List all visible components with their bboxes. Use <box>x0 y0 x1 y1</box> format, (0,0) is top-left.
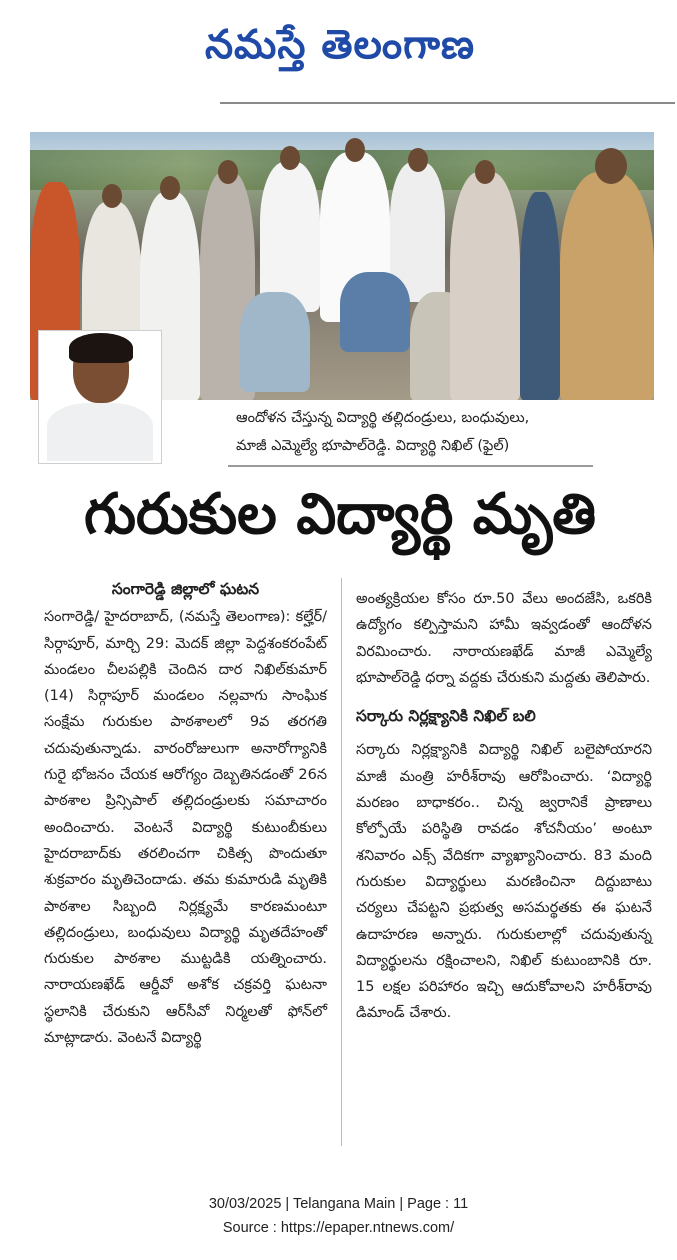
student-portrait <box>38 330 162 464</box>
article-headline: గురుకుల విద్యార్థి మృతి <box>83 482 597 547</box>
caption-line-1: ఆందోళన చేస్తున్న విద్యార్థి తల్లిదండ్రులు, బంధువులు, <box>236 410 530 426</box>
head <box>345 138 365 162</box>
caption-line-2: మాజీ ఎమ్మెల్యే భూపాల్‌రెడ్డి. విద్యార్థి నిఖిల్ (ఫైల్) <box>236 438 510 454</box>
head <box>595 148 627 184</box>
head <box>408 148 428 172</box>
head <box>102 184 122 208</box>
right-body-text-1: అంత్యక్రియల కోసం రూ.50 వేలు అందజేసి, ఒకరికి ఉద్యోగం కల్పిస్తామని హామీ ఇవ్వడంతో ఆందోళన విరమించారు. నారాయణఖేడ్ మాజీ ఎమ్మెల్యే భూపాల్‌రెడ్డి ధర్నా వద్దకు చేరుకుని మద్దతు తెలిపారు. <box>356 591 652 686</box>
column-divider <box>341 578 342 1146</box>
photo-caption <box>236 404 646 460</box>
article-right-column <box>356 586 652 1027</box>
police-officer-figure <box>560 172 654 400</box>
newspaper-masthead: నమస్తే తెలంగాణ <box>204 22 476 68</box>
crowd-figure <box>240 292 310 392</box>
right-body-text-2: సర్కారు నిర్లక్ష్యానికి విద్యార్థి నిఖిల్ బలైపోయారని మాజీ మంత్రి హరీశ్‌రావు ఆరోపించారు. ‘విద్యార్థి మరణం బాధాకరం.. చిన్న జ్వరానికే ప్రాణాలు కోల్పోయే పరిస్థితి రావడం శోచనీయం’ అంటూ శనివారం ఎక్స్ వేదికగా వ్యాఖ్యానించారు. 83 మంది గురుకుల విద్యార్థులు మరణించినా దిద్దుబాటు చర్యలు చేపట్టని ప్రభుత్వ అసమర్థతకు ఈ ఘటనే ఉదాహరణ అన్నారు. గురుకులాల్లో చదువుతున్న విద్యార్థులను రక్షించాలని, నిఖిల్ కుటుంబానికి రూ. 15 లక్షల పరిహారం ఇచ్చి ఆదుకోవాలని హరీశ్‌రావు డిమాండ్ చేశారు. <box>356 742 652 1022</box>
portrait-shirt <box>47 403 153 461</box>
footer-date-edition: 30/03/2025 | Telangana Main | Page : 11 <box>208 1196 469 1212</box>
head <box>280 146 300 170</box>
right-subhead: సర్కారు నిర్లక్ష్యానికి నిఖిల్ బలి <box>356 707 536 726</box>
footer-source[interactable]: Source : https://epaper.ntnews.com/ <box>222 1220 455 1236</box>
left-body-text: సంగారెడ్డి/ హైదరాబాద్, (నమస్తే తెలంగాణ): కల్హేర్/సిర్గాపూర్, మార్చి 29: మెదక్ జిల్లా పెద్దశంకరంపేట్ మండలం చీలపల్లికి చెందిన దార నిఖిల్‌కుమార్ (14) సిర్గాపూర్ మండలం నల్లవాగు సాంఘిక సంక్షేమ గురుకుల పాఠశాలలో 9వ తరగతి చదువుతున్నాడు. వారంరోజులుగా అనారోగ్యానికి గురై భోజనం చేయక ఆరోగ్యం దెబ్బతినడంతో 26న పాఠశాల ప్రిన్సిపాల్ తల్లిదండ్రులకు సమాచారం అందించారు. వెంటనే విద్యార్థి కుటుంబీకులు హైదరాబాద్‌కు తరలించగా చికిత్స పొందుతూ శుక్రవారం మృతిచెందాడు. తమ కుమారుడి మృతికి పాఠశాల సిబ్బంది నిర్లక్ష్యమే కారణమంటూ తల్లిదండ్రులు, బంధువులు విద్యార్థి మృతదేహంతో గురుకుల పాఠశాల ముట్టడికి యత్నించారు. నారాయణఖేడ్ ఆర్డీవో అశోక చక్రవర్తి ఘటనా స్థలానికి చేరుకుని ఆర్‌సీవో నిర్మలతో ఫోన్‌లో మాట్లాడారు. వెంటనే విద్యార్థి <box>44 609 327 1047</box>
article-left-column <box>44 576 327 1051</box>
masthead-rule <box>220 102 675 104</box>
head <box>160 176 180 200</box>
crowd-figure <box>450 172 520 400</box>
head <box>218 160 238 184</box>
left-subhead: సంగారెడ్డి జిల్లాలో ఘటన <box>111 580 260 598</box>
portrait-hair <box>69 333 133 363</box>
caption-rule <box>228 465 593 467</box>
crowd-figure <box>260 162 320 312</box>
head <box>475 160 495 184</box>
crowd-figure <box>520 192 560 400</box>
crowd-figure <box>340 272 410 352</box>
